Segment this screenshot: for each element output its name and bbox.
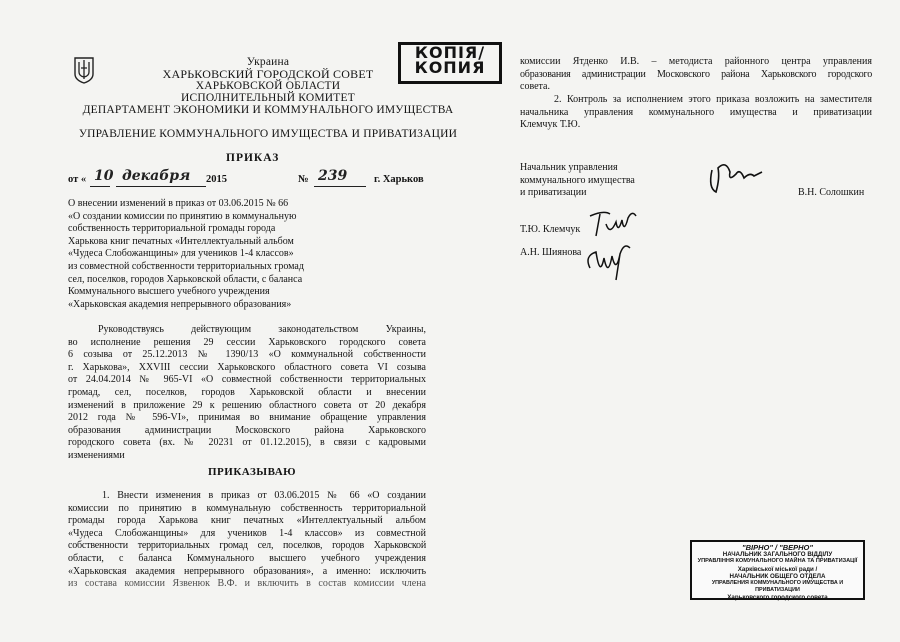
copy-stamp-line2: КОПИЯ — [414, 58, 486, 77]
subject-line: «Харьковская академия непрерывного образования» — [68, 298, 292, 310]
subject-line: О внесении изменений в приказ от 03.06.2015 № 66 — [68, 198, 289, 209]
council-name: ХАРЬКОВСКИЙ ГОРОДСКОЙ СОВЕТ — [162, 67, 374, 81]
approver-2-signature — [580, 238, 640, 286]
country-label: Украина — [246, 56, 290, 68]
signatory-name: В.Н. Солошкин — [798, 187, 865, 198]
order-item-2 — [520, 94, 872, 132]
preamble-line: изменений в приложение 29 к решению областного совета от 20 декабря — [68, 399, 426, 411]
certified-stamp-line: НАЧАЛЬНИК ЗАГАЛЬНОГО ВІДДІЛУ — [722, 551, 833, 559]
item2-line: Клемчук Т.Ю. — [520, 119, 581, 131]
position-line: и приватизации — [520, 187, 587, 199]
preamble-line: громад, сел, поселков, городов Харьковской области и внесении — [68, 386, 426, 398]
item2-line: начальника управления коммунального имущества и приватизации — [520, 106, 872, 118]
date-underline — [90, 186, 110, 187]
certified-stamp-line: "ВІРНО" / "ВЕРНО" — [742, 543, 813, 552]
preamble-line: от 24.04.2014 № 965-VI «О совместной собственности территориальных — [68, 374, 426, 386]
committee-name: ИСПОЛНИТЕЛЬНЫЙ КОМИТЕТ — [181, 92, 355, 104]
number-underline — [314, 186, 366, 187]
order-title: ПРИКАЗ — [226, 152, 280, 164]
item1-line: «Харьковская академия непрерывного образования», а именно: исключить — [68, 565, 426, 577]
date-year: 2015 — [206, 174, 227, 185]
item1-cont-line: образования администрации Московского района Харьковского городского — [520, 68, 872, 80]
order-date-line — [68, 168, 428, 188]
position-line: коммунального имущества — [520, 174, 635, 186]
order-number: 239 — [318, 168, 348, 184]
item1-line: громады города Харькова книг печатных «Интеллектуальный альбом — [68, 515, 426, 527]
approver-1-signature — [584, 206, 640, 240]
subject-line: Харькова книг печатных «Интеллектуальный альбом — [68, 235, 294, 247]
item1-line: 1. Внести изменения в приказ от 03.06.2015 № 66 «О создании — [102, 490, 426, 501]
certified-stamp-line: УПРАВЛІННЯ КОМУНАЛЬНОГО МАЙНА ТА ПРИВАТИЗАЦІЇ — [697, 558, 858, 565]
head-signature — [706, 158, 766, 196]
certified-stamp-line: УПРАВЛЕНИЯ КОММУНАЛЬНОГО ИМУЩЕСТВА И ПРИВАТИЗАЦИИ — [711, 580, 844, 594]
certified-stamp-line: НАЧАЛЬНИК ОБЩЕГО ОТДЕЛА — [729, 572, 826, 580]
copy-stamp-line1: КОПІЯ/ — [414, 43, 486, 62]
preamble-line: во исполнение решения 29 сессии Харьковского городского совета — [68, 336, 426, 348]
subject-line: сел, поселков, городов Харьковской области, с баланса — [68, 273, 303, 285]
order-city: г. Харьков — [374, 174, 424, 185]
order-item-1 — [68, 490, 426, 591]
preamble-line: 6 созыва от 25.12.2013 № 1390/13 «О коммунальной собственности — [68, 349, 426, 361]
subject-line: Коммунального высшего учебного учреждения — [68, 286, 270, 298]
item1-line: области, с баланса Коммунального высшего учебного учреждения — [68, 552, 426, 564]
preamble-line: изменениями — [68, 449, 125, 461]
item1-cont-line: комиссии Ятденко И.В. – методиста районного центра управления — [520, 56, 872, 67]
preamble-line: городского совета (вх. № 20231 от 01.12.2015), в связи с кадровыми — [68, 437, 426, 449]
approver-2: А.Н. Шиянова — [520, 247, 582, 258]
copy-stamp — [398, 42, 502, 84]
preamble-line: образования администрации Московского района Харьковского — [68, 424, 426, 436]
position-line: Начальник управления — [520, 162, 618, 173]
item1-continuation — [520, 56, 872, 94]
item1-line: собственности территориальных громад сел, поселков, городов Харьковской — [68, 540, 426, 552]
subject-line: из совместной собственности территориальных громад — [68, 260, 304, 272]
certified-copy-stamp — [690, 540, 865, 600]
subject-line: «О создании комиссии по принятию в коммунальную — [68, 210, 297, 222]
item1-line: «Чудеса Слобожанщины» для учеников 1-4 классов» из совместной — [68, 527, 426, 539]
signatory-position — [520, 162, 720, 200]
directorate-name: УПРАВЛЕНИЕ КОММУНАЛЬНОГО ИМУЩЕСТВА И ПРИВАТИЗАЦИИ — [78, 128, 458, 140]
item1-line: из состава комиссии Язвенюк В.Ф. и включить в состав комиссии члена — [68, 578, 426, 590]
order-subject — [68, 198, 330, 311]
item1-cont-line: совета. — [520, 81, 550, 93]
certified-stamp-line: Харьковского городского совета — [727, 594, 828, 602]
order-preamble — [68, 324, 426, 463]
number-label: № — [298, 174, 309, 185]
subject-line: «Чудеса Слобожанщины» для учеников 1-4 классов» — [68, 248, 294, 260]
date-month: декабря — [122, 168, 191, 184]
date-prefix: от « — [68, 174, 87, 185]
oblast-name: ХАРЬКОВСКОЙ ОБЛАСТИ — [195, 80, 341, 92]
preamble-line: 2012 года № 596-VI», принимая во внимание обращение управления — [68, 412, 426, 424]
preamble-line: г. Харькова», XXVIII сессии Харьковского областного совета VI созыва — [68, 361, 426, 373]
item1-line: комиссии по принятию в коммунальную собственность территориальной — [68, 502, 426, 514]
date-day: 10 — [94, 168, 114, 184]
order-word: ПРИКАЗЫВАЮ — [208, 466, 297, 478]
approver-1: Т.Ю. Клемчук — [520, 224, 581, 235]
department-name: ДЕПАРТАМЕНТ ЭКОНОМИКИ И КОММУНАЛЬНОГО ИМУЩЕСТВА — [82, 104, 454, 116]
item2-line: 2. Контроль за исполнением этого приказа возложить на заместителя — [554, 94, 872, 105]
subject-line: собственность территориальной громады города — [68, 223, 276, 235]
preamble-line: Руководствуясь действующим законодательством Украины, — [98, 324, 426, 335]
month-underline — [116, 186, 206, 187]
certified-stamp-line: Харківської міської ради / — [737, 565, 818, 573]
